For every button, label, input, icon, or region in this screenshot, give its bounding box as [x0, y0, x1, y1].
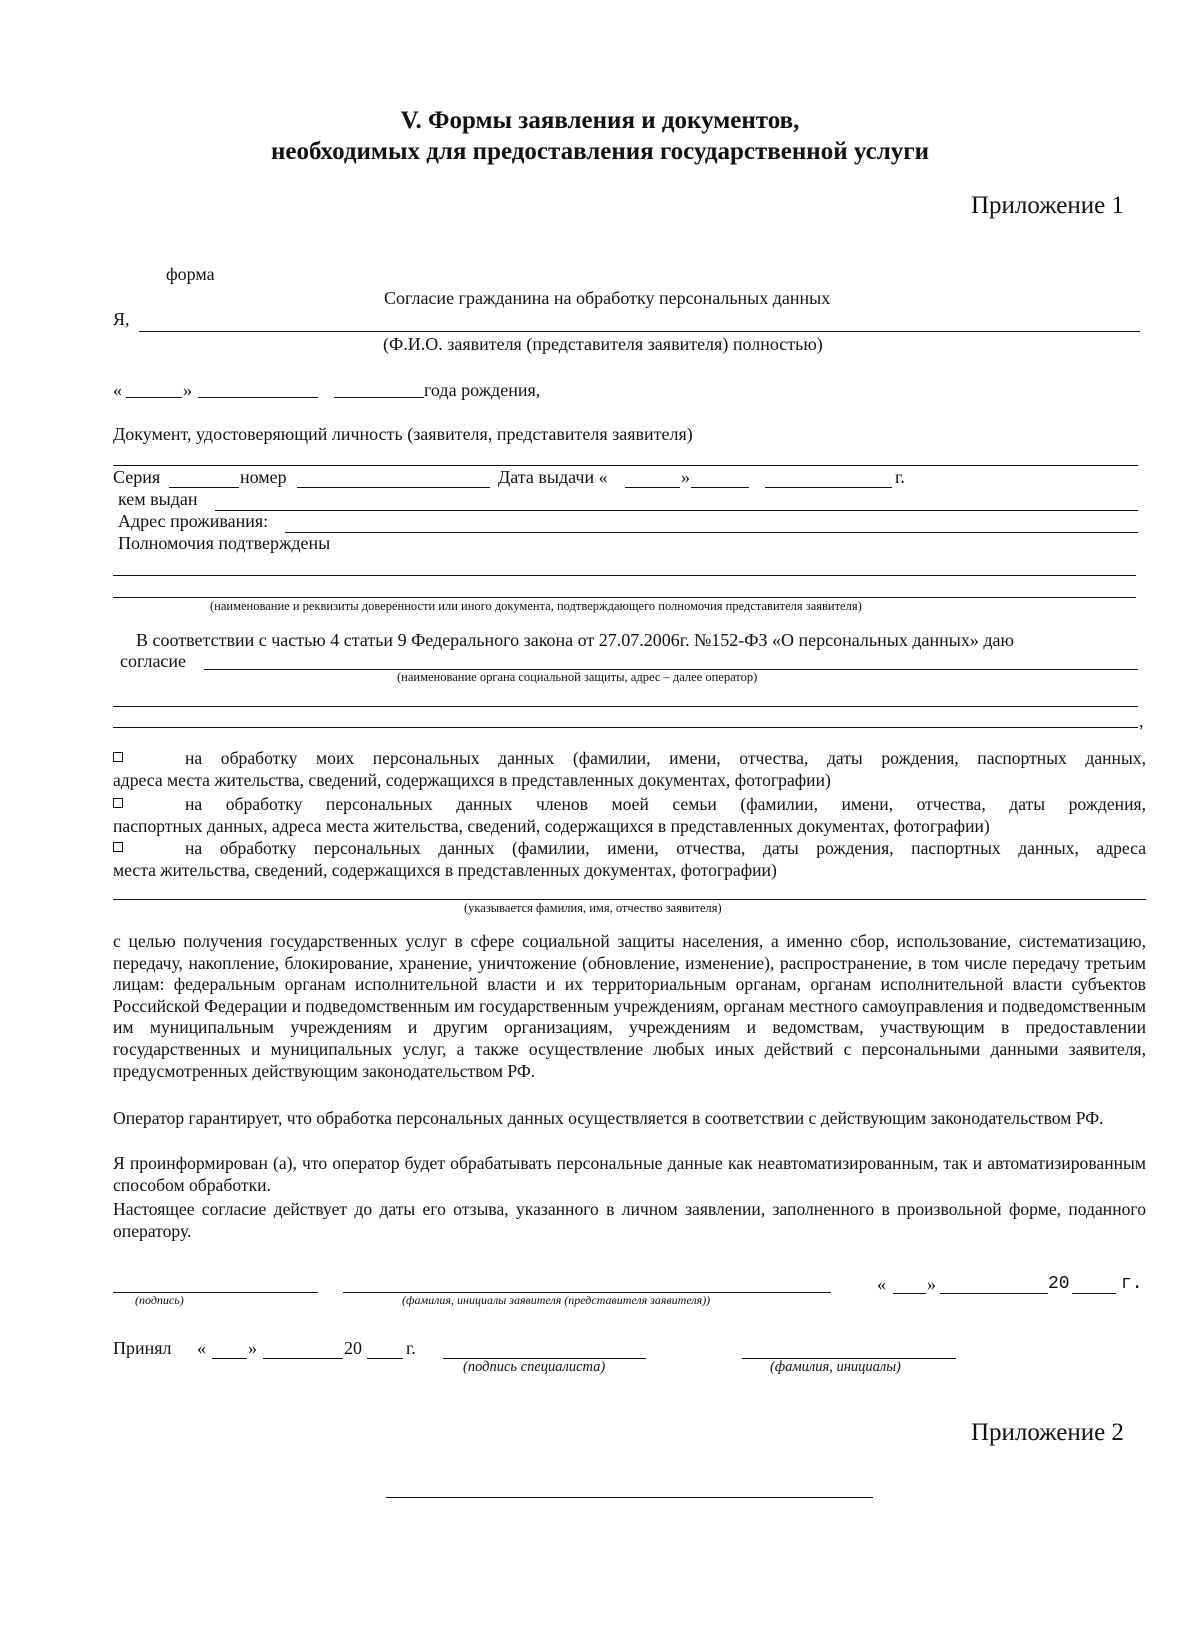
consent-word: согласие — [120, 651, 187, 671]
option-3-text-first: на обработку персональных данных (фамилии, имени, отчества, даты рождения, паспортных данных, адреса — [185, 838, 1146, 858]
accepted-label: Принял — [113, 1338, 172, 1358]
accepted-century: 20 — [344, 1338, 362, 1358]
fio-caption: (Ф.И.О. заявителя (представителя заявителя) полностью) — [383, 334, 823, 354]
address-line[interactable] — [285, 532, 1138, 533]
title-line-2: необходимых для предоставления государственной услуги — [271, 138, 929, 165]
number-line[interactable] — [297, 487, 490, 488]
option-1-continuation: адреса места жительства, сведений, содержащихся в представленных документах, фотографии) — [113, 769, 831, 790]
specialist-signature-caption: (подпись специалиста) — [463, 1359, 606, 1375]
informed-paragraph: Я проинформирован (а), что оператор будет обрабатывать персональные данные как неавтоматизированным, так и автоматизированным способом обработки. — [113, 1153, 1146, 1195]
issue-day-line[interactable] — [625, 487, 680, 488]
issued-by-line[interactable] — [215, 510, 1138, 511]
issue-day-close-quote: » — [681, 467, 690, 487]
fio-input-line[interactable] — [139, 331, 1140, 332]
operator-caption: (наименование органа социальной защиты, адрес – далее оператор) — [397, 670, 758, 684]
issue-month-line[interactable] — [691, 487, 749, 488]
option-2-checkbox[interactable] — [113, 798, 123, 808]
authority-label: Полномочия подтверждены — [118, 533, 331, 553]
law-reference-text: В соответствии с частью 4 статьи 9 Федерального закона от 27.07.2006г. №152-ФЗ «О персональных данных» даю — [136, 630, 1014, 650]
option-2-continuation: паспортных данных, адреса места жительства, сведений, содержащихся в представленных документах, фотографии) — [113, 815, 990, 836]
signature-year-line[interactable] — [1072, 1293, 1116, 1294]
issue-year-line[interactable] — [765, 487, 892, 488]
signature-date-open-quote: « — [877, 1274, 886, 1294]
accepted-day-line[interactable] — [212, 1358, 247, 1359]
applicant-signature-name-caption: (фамилия, инициалы заявителя (представителя заявителя)) — [402, 1293, 711, 1307]
series-label: Серия — [113, 467, 161, 487]
signature-caption: (подпись) — [135, 1293, 184, 1307]
address-label: Адрес проживания: — [118, 511, 269, 531]
issue-date-label: Дата выдачи « — [498, 467, 608, 487]
option-3-continuation: места жительства, сведений, содержащихся в представленных документах, фотографии) — [113, 859, 777, 880]
accepted-month-line[interactable] — [263, 1358, 343, 1359]
accepted-year-suffix: г. — [406, 1338, 416, 1358]
birth-day-open-quote: « — [113, 380, 122, 400]
operator-line-3[interactable] — [113, 727, 1138, 728]
option-2-text-first: на обработку персональных данных членов моей семьи (фамилии, имени, отчества, даты рождения, — [185, 794, 1146, 814]
accepted-year-line[interactable] — [367, 1358, 403, 1359]
birth-day-line[interactable] — [126, 397, 182, 398]
operator-comma: , — [1139, 711, 1144, 731]
option-1-checkbox[interactable] — [113, 752, 123, 762]
authority-line-2[interactable] — [113, 597, 1136, 598]
option-3 — [113, 838, 1146, 860]
appendix-2-label: Приложение 2 — [971, 1419, 1124, 1446]
issued-by-label: кем выдан — [118, 489, 198, 509]
signature-century: 20 — [1048, 1274, 1070, 1294]
signature-month-line[interactable] — [940, 1293, 1048, 1294]
operator-line-2[interactable] — [113, 706, 1138, 707]
option-1-text-first: на обработку моих персональных данных (фамилии, имени, отчества, даты рождения, паспортных данных, — [185, 748, 1146, 768]
appendix-1-label: Приложение 1 — [971, 192, 1124, 219]
specialist-name-caption: (фамилия, инициалы) — [770, 1359, 901, 1375]
number-label: номер — [240, 467, 287, 487]
applicant-name-line[interactable] — [113, 899, 1146, 900]
issue-year-suffix: г. — [895, 467, 905, 487]
option-1 — [113, 748, 1146, 770]
authority-caption: (наименование и реквизиты доверенности или иного документа, подтверждающего полномочия представителя заявителя) — [210, 599, 862, 613]
id-document-label: Документ, удостоверяющий личность (заявителя, представителя заявителя) — [113, 424, 693, 444]
guarantee-paragraph: Оператор гарантирует, что обработка персональных данных осуществляется в соответствии с действующим законодательством РФ. — [113, 1108, 1104, 1128]
appendix-2-title-line[interactable] — [386, 1497, 873, 1498]
i-label: Я, — [113, 309, 130, 329]
applicant-name-caption: (указывается фамилия, имя, отчество заявителя) — [464, 901, 722, 915]
authority-line-1[interactable] — [113, 575, 1136, 576]
accepted-date-open-quote: « — [197, 1338, 206, 1358]
option-3-checkbox[interactable] — [113, 842, 123, 852]
birth-year-suffix: года рождения, — [424, 380, 541, 400]
id-document-line[interactable] — [113, 465, 1138, 466]
series-line[interactable] — [169, 487, 239, 488]
title-line-1: V. Формы заявления и документов, — [400, 107, 800, 134]
form-label: форма — [166, 264, 215, 284]
validity-paragraph: Настоящее согласие действует до даты его отзыва, указанного в личном заявлении, заполненного в произвольной форме, поданного оператору. — [113, 1199, 1146, 1241]
birth-day-close-quote: » — [183, 380, 192, 400]
signature-date-close-quote: » — [927, 1274, 936, 1294]
option-2 — [113, 794, 1146, 816]
purpose-paragraph: с целью получения государственных услуг в сфере социальной защиты населения, а именно сбор, использование, систематизацию, передачу, накопление, блокирование, хранение, уничтожение (обновление, изменение), распространение, в том числе передачу третьим лицам: федеральным органам исполнительной власти и их территориальным органам, органам исполнительной власти субъектов Российской Федерации и подведомственным им государственным учреждениям, органам местного самоуправления и подведомственным им муниципальным учреждениям и другим организациям, учреждениям и ведомствам, участвующим в предоставлении государственных и муниципальных услуг, а также осуществление любых иных действий с персональными данными заявителя, предусмотренных действующим законодательством РФ. — [113, 931, 1147, 1081]
signature-day-line[interactable] — [893, 1293, 926, 1294]
signature-year-suffix: г. — [1121, 1274, 1143, 1294]
consent-title: Согласие гражданина на обработку персональных данных — [384, 288, 831, 308]
birth-year-line[interactable] — [334, 397, 424, 398]
accepted-date-close-quote: » — [248, 1338, 257, 1358]
birth-month-line[interactable] — [198, 397, 318, 398]
